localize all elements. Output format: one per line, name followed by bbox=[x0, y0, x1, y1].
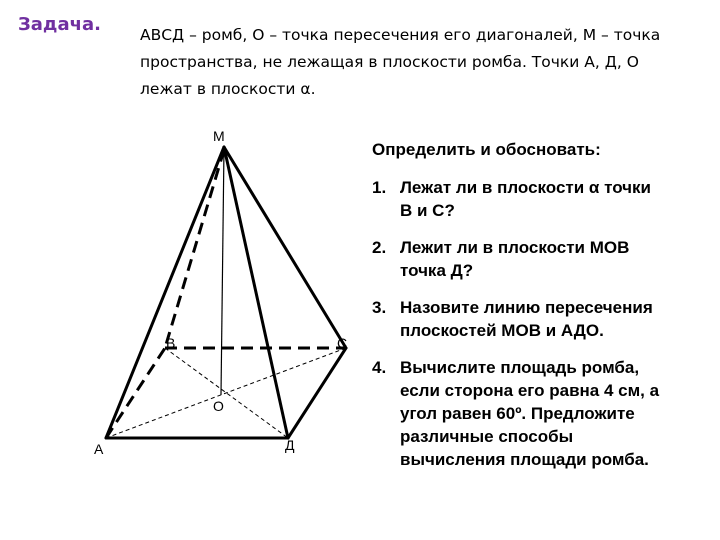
task-line: угол равен 60º. Предложите bbox=[400, 404, 635, 423]
statement-line: лежат в плоскости α. bbox=[140, 80, 316, 98]
edge-MA bbox=[106, 147, 224, 438]
point-label-A: А bbox=[94, 441, 104, 457]
diagonal-AC bbox=[106, 348, 346, 438]
task-line: Вычислите площадь ромба, bbox=[400, 358, 640, 377]
task-item bbox=[372, 176, 712, 222]
task-line: Назовите линию пересечения bbox=[400, 298, 653, 317]
task-item bbox=[372, 236, 712, 282]
task-line: В и С? bbox=[400, 201, 455, 220]
point-label-M: М bbox=[213, 128, 225, 144]
point-label-D: Д bbox=[285, 437, 295, 453]
edge-MD bbox=[224, 147, 288, 438]
task-line: если сторона его равна 4 см, а bbox=[400, 381, 660, 400]
segment-MO bbox=[221, 147, 224, 395]
statement-line: АВСД – ромб, О – точка пересечения его диагоналей, М – точка bbox=[140, 26, 661, 44]
task-line: различные способы bbox=[400, 427, 574, 446]
task-list bbox=[372, 138, 712, 485]
task-line: Лежит ли в плоскости МОВ bbox=[400, 238, 630, 257]
task-line: вычисления площади ромба. bbox=[400, 450, 649, 469]
edge-MB bbox=[165, 150, 224, 348]
point-label-C: С bbox=[337, 335, 348, 351]
task-list-title: Определить и обосновать: bbox=[372, 140, 601, 159]
task-line: плоскостей МОВ и АДО. bbox=[400, 321, 604, 340]
task-line: Лежат ли в плоскости α точки bbox=[400, 178, 651, 197]
task-item bbox=[372, 296, 712, 342]
point-label-O: О bbox=[213, 398, 224, 414]
statement-line: пространства, не лежащая в плоскости ромба. Точки А, Д, О bbox=[140, 53, 639, 71]
task-number: 3. bbox=[372, 298, 387, 317]
point-label-B: В bbox=[166, 335, 176, 351]
task-heading: Задача. bbox=[18, 14, 101, 35]
task-number: 1. bbox=[372, 178, 387, 197]
edge-MC bbox=[224, 147, 346, 348]
task-item bbox=[372, 356, 712, 471]
task-number: 4. bbox=[372, 358, 387, 377]
edge-DC bbox=[288, 348, 346, 438]
task-number: 2. bbox=[372, 238, 387, 257]
task-line: точка Д? bbox=[400, 261, 474, 280]
